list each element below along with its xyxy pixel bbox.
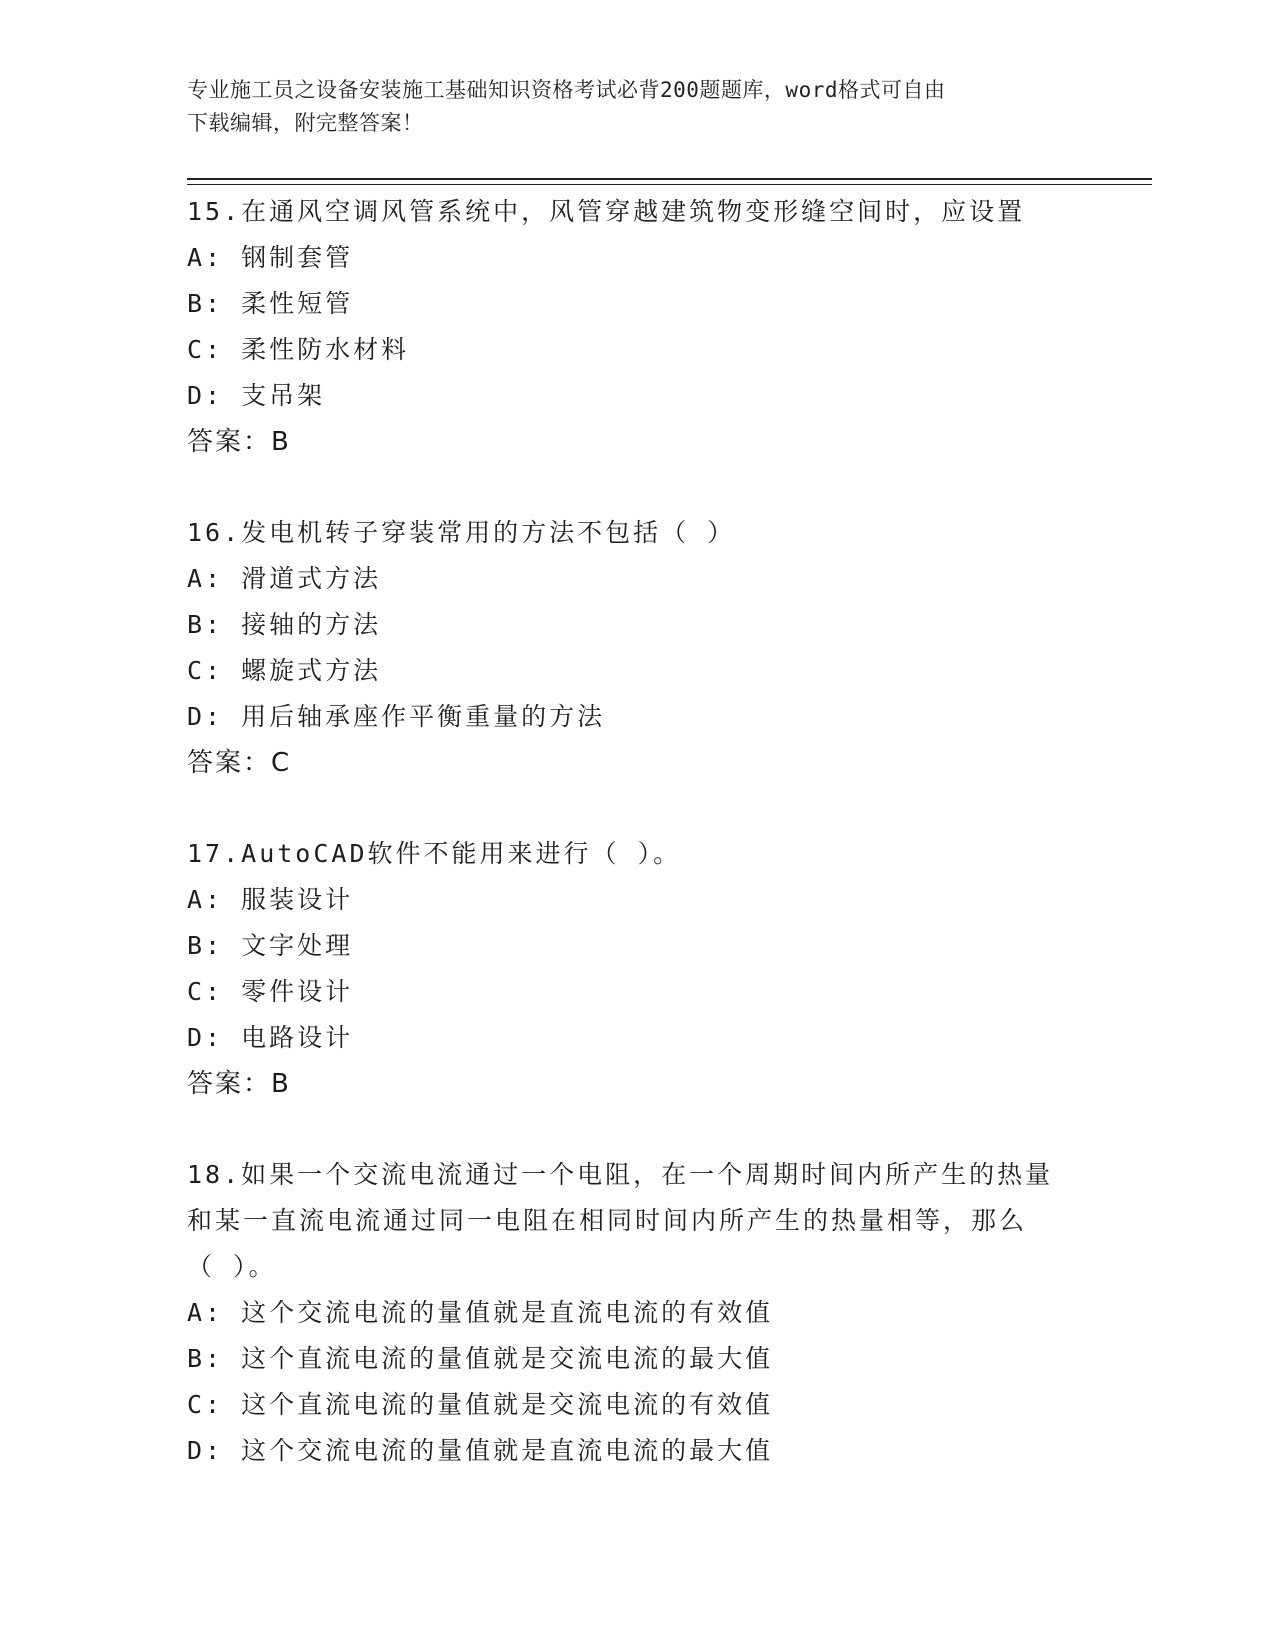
option-d: D: 这个交流电流的量值就是直流电流的最大值 [187, 1436, 774, 1465]
question-stem-line-2: 和某一直流电流通过同一电阻在相同时间内所产生的热量相等，那么 [187, 1206, 1028, 1235]
option-b: B: 接轴的方法 [187, 610, 382, 639]
header-rule-thick [187, 178, 1152, 180]
document-header [187, 74, 1087, 140]
question-stem: 16.发电机转子穿装常用的方法不包括（ ） [187, 518, 736, 547]
option-b: B: 柔性短管 [187, 289, 354, 318]
option-a: A: 钢制套管 [187, 243, 354, 272]
option-d: D: 用后轴承座作平衡重量的方法 [187, 702, 606, 731]
option-a: A: 服装设计 [187, 885, 354, 914]
option-a: A: 这个交流电流的量值就是直流电流的有效值 [187, 1298, 774, 1327]
option-b: B: 这个直流电流的量值就是交流电流的最大值 [187, 1344, 774, 1373]
option-b: B: 文字处理 [187, 931, 354, 960]
answer: 答案：C [187, 748, 292, 778]
question-list [187, 189, 1087, 1519]
question-16 [187, 510, 1087, 786]
question-stem: 15.在通风空调风管系统中，风管穿越建筑物变形缝空间时，应设置 [187, 197, 1026, 226]
header-line-1: 专业施工员之设备安装施工基础知识资格考试必背200题题库，word格式可自由 [187, 78, 946, 102]
option-d: D: 支吊架 [187, 381, 326, 410]
option-c: C: 柔性防水材料 [187, 335, 410, 364]
option-c: C: 零件设计 [187, 977, 354, 1006]
answer: 答案：B [187, 427, 291, 457]
question-17 [187, 831, 1087, 1107]
question-18 [187, 1152, 1087, 1474]
question-stem-line-1: 18.如果一个交流电流通过一个电阻，在一个周期时间内所产生的热量 [187, 1160, 1054, 1189]
question-stem-line-3: （ ）。 [187, 1252, 277, 1281]
option-c: C: 螺旋式方法 [187, 656, 382, 685]
option-a: A: 滑道式方法 [187, 564, 382, 593]
question-stem: 17.AutoCAD软件不能用来进行（ ）。 [187, 839, 682, 868]
answer: 答案：B [187, 1069, 291, 1099]
question-15 [187, 189, 1087, 465]
header-rule-thin [187, 184, 1152, 185]
option-d: D: 电路设计 [187, 1023, 354, 1052]
option-c: C: 这个直流电流的量值就是交流电流的有效值 [187, 1390, 774, 1419]
header-line-2: 下载编辑，附完整答案！ [187, 111, 424, 135]
